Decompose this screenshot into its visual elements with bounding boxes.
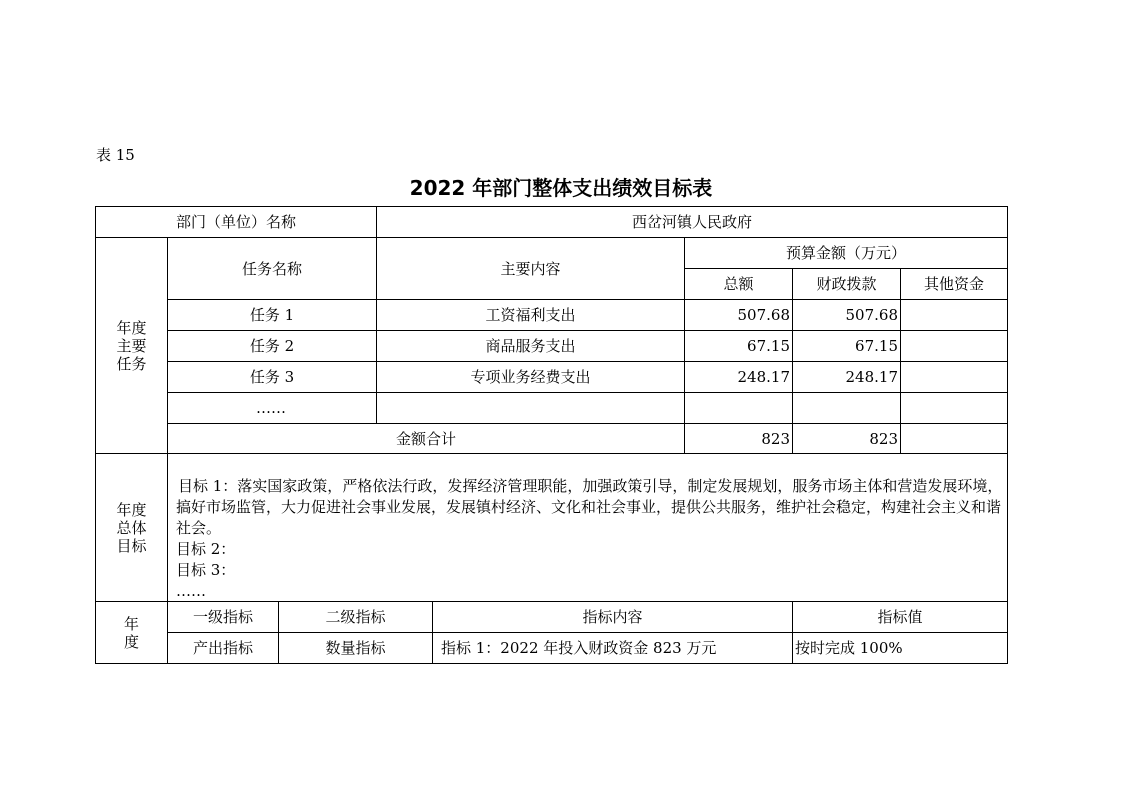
indicator-row-value: 按时完成 100% [792,632,1008,664]
task-row-fiscal: 67.15 [792,330,901,362]
task-row-content [376,392,685,424]
task-row-fiscal: 248.17 [792,361,901,393]
col-total-header: 总额 [684,268,793,300]
task-row-other [900,330,1008,362]
col-level1-header: 一级指标 [167,601,279,633]
sum-fiscal: 823 [792,423,901,454]
goal-1-text: 目标 1：落实国家政策，严格依法行政，发挥经济管理职能，加强政策引导，制定发展规划，服务市场主体和营造发展环境，搞好市场监管，大力促进社会事业发展，发展镇村经济、文化和社会事业，提供公共服务，维护社会稳定，构建社会主义和谐社会。 [176,477,1003,537]
col-fiscal-header: 财政拨款 [792,268,901,300]
col-level2-header: 二级指标 [278,601,433,633]
goals-more-ellipsis: …… [176,582,206,600]
sum-other [900,423,1008,454]
sum-total: 823 [684,423,793,454]
col-budget-group-header: 预算金额（万元） [684,237,1008,269]
task-row-content: 专项业务经费支出 [376,361,685,393]
indicator-row-level2: 数量指标 [278,632,433,664]
indicator-row-level1: 产出指标 [167,632,279,664]
task-row-name: 任务 3 [167,361,377,393]
task-row-content: 工资福利支出 [376,299,685,331]
task-row-other [900,392,1008,424]
task-row-total: 248.17 [684,361,793,393]
col-indicator-content-header: 指标内容 [432,601,793,633]
dept-name-value: 西岔河镇人民政府 [376,206,1008,238]
annual-tasks-section-label: 年度 主要 任务 [95,237,168,454]
task-row-total: 507.68 [684,299,793,331]
goal-3-text: 目标 3： [176,561,236,579]
table-number-label: 表 15 [96,146,135,164]
dept-name-label: 部门（单位）名称 [95,206,377,238]
task-row-fiscal: 507.68 [792,299,901,331]
task-row-name: 任务 1 [167,299,377,331]
sum-label: 金额合计 [167,423,685,454]
col-indicator-value-header: 指标值 [792,601,1008,633]
task-row-name: 任务 2 [167,330,377,362]
task-row-total [684,392,793,424]
overall-goals-content [167,453,1008,602]
task-row-content: 商品服务支出 [376,330,685,362]
task-row-name: …… [167,392,377,424]
task-row-other [900,299,1008,331]
task-row-other [900,361,1008,393]
col-task-name-header: 任务名称 [167,237,377,300]
task-row-fiscal [792,392,901,424]
col-other-header: 其他资金 [900,268,1008,300]
document-title: 2022 年部门整体支出绩效目标表 [409,176,713,200]
goal-2-text: 目标 2： [176,540,236,558]
task-row-total: 67.15 [684,330,793,362]
overall-goals-section-label: 年度 总体 目标 [95,453,168,602]
col-main-content-header: 主要内容 [376,237,685,300]
indicator-row-content: 指标 1：2022 年投入财政资金 823 万元 [432,632,793,664]
indicators-section-label: 年 度 [95,601,168,664]
